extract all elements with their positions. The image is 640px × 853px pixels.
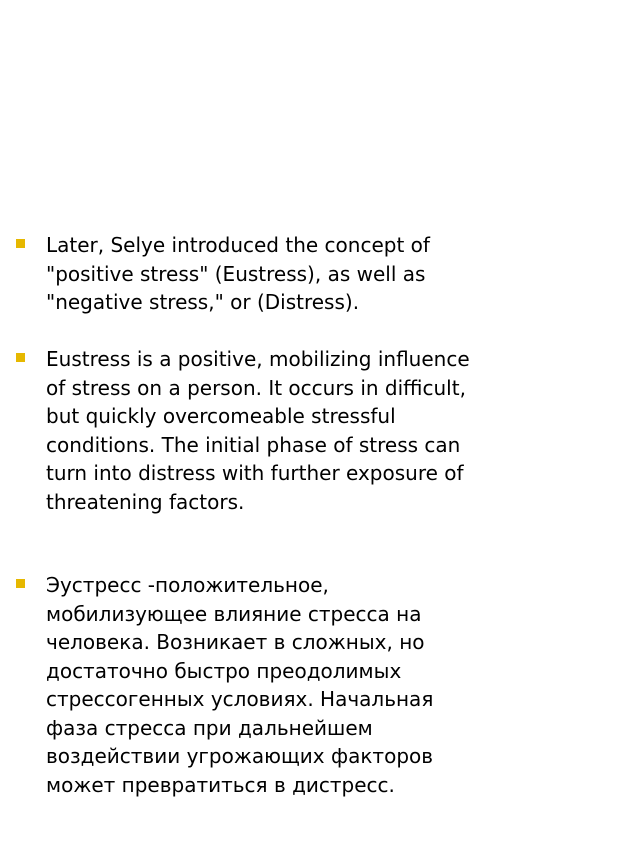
square-bullet-icon xyxy=(16,353,25,362)
bullet-item-eustress-english xyxy=(16,345,576,516)
text-line: "negative stress," or (Distress). xyxy=(46,290,360,314)
text-line: мобилизующее влияние стресса на xyxy=(46,601,422,626)
text-line: воздействии угрожающих факторов xyxy=(46,744,434,768)
text-line: Эустресс -положительное, xyxy=(46,573,329,597)
bullet-text xyxy=(46,571,566,799)
text-line: "positive stress" (Eustress), as well as xyxy=(46,261,426,286)
bullet-text xyxy=(46,345,566,516)
square-bullet-icon xyxy=(16,239,25,248)
text-line: threatening factors. xyxy=(46,489,245,514)
text-line: Later, Selye introduced the concept of xyxy=(46,233,430,257)
text-line: стрессогенных условиях. Начальная xyxy=(46,687,434,711)
text-line: Eustress is a positive, mobilizing influence xyxy=(46,347,470,371)
text-line: turn into distress with further exposure of xyxy=(46,461,464,485)
text-line: достаточно быстро преодолимых xyxy=(46,658,402,683)
text-line: человека. Возникает в сложных, но xyxy=(46,630,425,654)
bullet-text xyxy=(46,231,566,317)
text-line: conditions. The initial phase of stress can xyxy=(46,432,461,457)
text-line: of stress on a person. It occurs in difficult, xyxy=(46,375,466,400)
bullet-item-selye-concept xyxy=(16,231,576,317)
bullet-item-eustress-russian xyxy=(16,571,576,799)
square-bullet-icon xyxy=(16,579,25,588)
text-line: может превратиться в дистресс. xyxy=(46,772,395,797)
text-line: but quickly overcomeable stressful xyxy=(46,404,396,428)
text-line: фаза стресса при дальнейшем xyxy=(46,715,373,740)
